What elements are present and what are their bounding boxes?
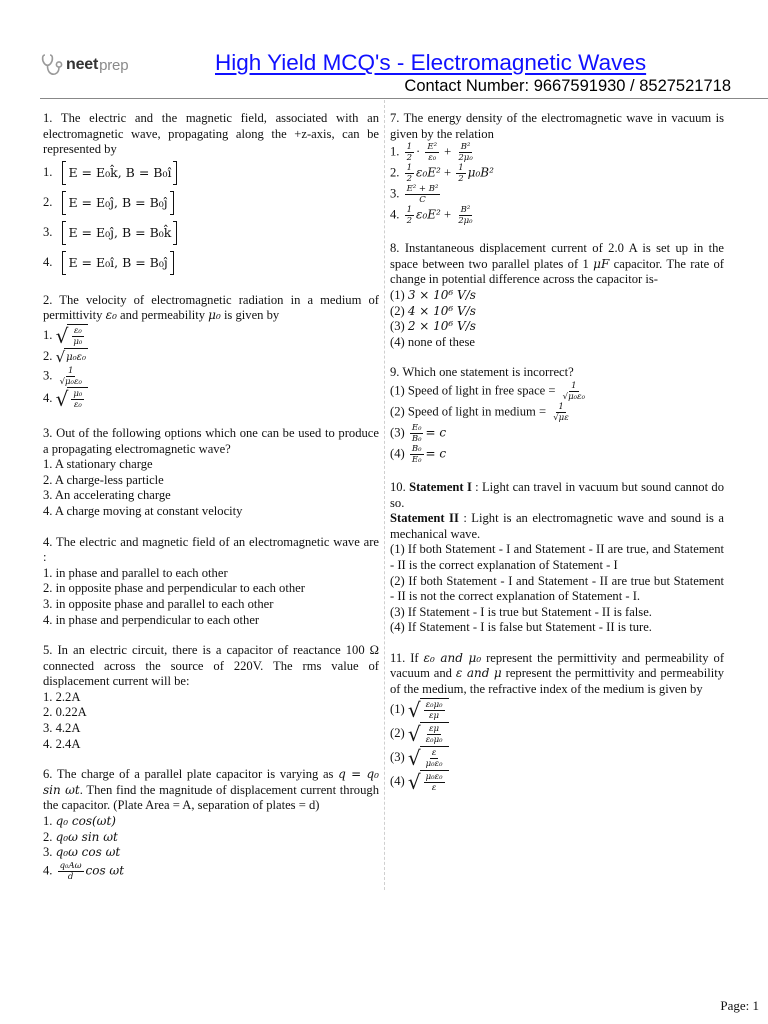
column-divider: [384, 100, 385, 890]
page-number: Page: 1: [720, 998, 759, 1013]
question-4-option-1: 1. in phase and parallel to each other: [43, 565, 228, 580]
question-3-option-1: 1. A stationary charge: [43, 457, 153, 472]
question-7-stem: 7. The energy density of the electromagnetic wave in vacuum is given by the relation: [390, 111, 724, 141]
question-9-option-2: (2) Speed of light in medium = $\frac{1}{√\mu\varepsilon}$: [390, 401, 569, 423]
question-3-option-2: 2. A charge-less particle: [43, 472, 164, 487]
question-3-stem: 3. Out of the following options which one can be used to produce a propagating electromagnetic wave?: [43, 425, 379, 456]
question-2: [43, 293, 379, 411]
question-11-option-3: (3) √ $\frac{\varepsilon}{\text{μ₀ε₀}}$: [390, 746, 724, 770]
question-4-option-2: 2. in opposite phase and perpendicular to each other: [43, 581, 305, 596]
question-3-option-4: 4. A charge moving at constant velocity: [43, 503, 243, 518]
question-5-option-4: 4. 2.4A: [43, 736, 81, 751]
question-5-option-2: 2. 0.22A: [43, 705, 87, 720]
question-7-option-2: 2. $\frac{1}{2}$ ε₀E² + $\frac{1}{2}$ μ₀B²: [390, 163, 494, 185]
question-6-stem: 6. The charge of a parallel plate capacitor is varying as q = q₀ sin ωt. Then find the magnitude of displacement current through the capacitor. (Plate Area = A, separation of plates = d): [43, 767, 379, 813]
question-4: [43, 535, 379, 629]
question-4-option-4: 4. in phase and perpendicular to each other: [43, 612, 260, 627]
question-5-option-3: 3. 4.2A: [43, 721, 81, 736]
question-8-option-2: (2) 4 × 10⁶ V/s: [390, 303, 476, 318]
question-10-option-3: (3) If Statement - I is true but Statement - II is false.: [390, 604, 652, 619]
question-8: [390, 241, 724, 350]
question-4-stem: 4. The electric and magnetic field of an electromagnetic wave are :: [43, 534, 379, 565]
question-2-option-3: 3. $\frac{1}{\text{√μ₀ε₀}}$: [43, 365, 82, 387]
question-1-option-3: 3. E = E₀ĵ, B = B₀k̂: [43, 218, 379, 248]
question-6-option-3: 3. q₀ω cos ωt: [43, 845, 121, 860]
question-6-option-1: 1. q₀ cos(ωt): [43, 814, 116, 829]
contact-number: Contact Number: 9667591930 / 8527521718: [404, 77, 731, 95]
question-9-option-3: (3) $\frac{\text{E₀}}{\text{B₀}}$ = c: [390, 422, 447, 444]
question-7: [390, 111, 724, 226]
question-11: [390, 651, 724, 794]
question-5: [43, 643, 379, 752]
question-2-option-4: 4. √ $\frac{\text{μ₀}}{\text{ε₀}}$: [43, 387, 379, 411]
question-1: [43, 111, 379, 278]
question-9-stem: 9. Which one statement is incorrect?: [390, 365, 574, 380]
header-rule: [40, 98, 768, 99]
question-11-stem: 11. If ε₀ and μ₀ represent the permittivity and permeability of vacuum and ε and μ represent the permittivity and permeability of the medium, the refractive index of the medium is given by: [390, 650, 725, 697]
question-11-option-2: (2) √ $\frac{\varepsilon\mu}{\text{ε₀μ₀}}$: [390, 722, 724, 746]
question-9: [390, 365, 724, 465]
question-8-option-4: (4) none of these: [390, 334, 475, 349]
question-1-option-1: 1. E = E₀k̂, B = B₀î: [43, 158, 379, 188]
question-1-stem: 1. The electric and the magnetic field, associated with an electromagnetic wave, propagating along the +z-axis, can be represented by: [43, 111, 379, 157]
question-2-stem: 2. The velocity of electromagnetic radiation in a medium of permittivity ε₀ and permeability μ₀ is given by: [43, 292, 379, 323]
question-8-option-3: (3) 2 × 10⁶ V/s: [390, 319, 476, 334]
question-10-option-1: (1) If both Statement - I and Statement - II are true, and Statement - II is the correct explanation of Statement - I: [390, 542, 724, 572]
logo-neet-text: neet: [66, 56, 99, 73]
question-10-option-2: (2) If both Statement - I and Statement - II are true but Statement - II is not the correct explanation of Statement - I.: [390, 573, 724, 604]
question-6-option-4: 4. $\frac{\text{q₀Aω}}{d}$ cos ωt: [43, 860, 125, 882]
question-10-option-4: (4) If Statement - I is false but Statement - II is ture.: [390, 620, 652, 635]
question-3: [43, 426, 379, 520]
question-9-option-1: (1) Speed of light in free space = $\frac{1}{\text{√μ₀ε₀}}$: [390, 380, 585, 402]
question-10-statement-1: 10. Statement I : Light can travel in vacuum but sound cannot do so.: [390, 479, 724, 510]
question-3-option-3: 3. An accelerating charge: [43, 488, 171, 503]
question-5-option-1: 1. 2.2A: [43, 689, 81, 704]
logo-prep-text: prep: [99, 56, 129, 74]
neetprep-logo: [40, 50, 128, 80]
question-8-stem: 8. Instantaneous displacement current of 2.0 A is set up in the space between two parallel plates of 1 μF capacitor. The rate of change in potential difference across the capacitor is-: [390, 241, 725, 287]
question-1-option-2: 2. E = E₀ĵ, B = B₀ĵ: [43, 188, 379, 218]
right-column: [390, 111, 724, 809]
question-11-option-1: (1) √ $\frac{\text{ε₀μ₀}}{\varepsilon\mu}$: [390, 698, 724, 722]
question-11-option-4: (4) √ $\frac{\text{μ₀ε₀}}{\varepsilon}$: [390, 770, 724, 794]
question-1-option-4: 4. E = E₀î, B = B₀ĵ: [43, 248, 379, 278]
question-7-option-4: 4. $\frac{1}{2}$ ε₀E² + $\frac{\text{B²}}{\text{2μ₀}}$: [390, 205, 473, 227]
question-5-stem: 5. In an electric circuit, there is a capacitor of reactance 100 Ω connected across the source of 220V. The rms value of displacement current will be:: [43, 643, 379, 689]
question-10-statement-2: Statement II : Light is an electromagnetic wave and sound is a mechanical wave.: [390, 511, 724, 541]
question-2-option-1: 1. √ $\frac{\text{ε₀}}{\text{μ₀}}$: [43, 324, 379, 348]
question-4-option-3: 3. in opposite phase and parallel to each other: [43, 596, 274, 611]
question-8-option-1: (1) 3 × 10⁶ V/s: [390, 287, 476, 302]
question-6-option-2: 2. q₀ω sin ωt: [43, 829, 118, 844]
stethoscope-icon: [40, 52, 64, 78]
question-6: [43, 767, 379, 882]
question-2-option-2: 2. √ μ₀ε₀: [43, 347, 87, 366]
question-10: [390, 480, 724, 636]
question-9-option-4: (4) $\frac{\text{B₀}}{\text{E₀}}$ = c: [390, 443, 447, 465]
question-7-option-1: 1. $\frac{1}{2}$ · $\frac{\text{E²}}{\text{ε₀}}$ + $\frac{\text{B²}}{\text{2μ₀}}$: [390, 142, 473, 164]
page-header: [0, 0, 768, 100]
left-column: [43, 111, 379, 897]
question-7-option-3: 3. $\frac{\text{E² + B²}}{C}$: [390, 184, 439, 206]
page-title[interactable]: High Yield MCQ's - Electromagnetic Waves: [215, 50, 647, 75]
